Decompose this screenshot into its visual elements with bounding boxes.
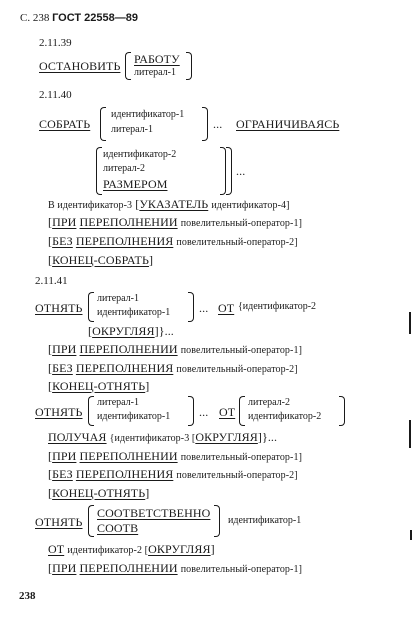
- right-brace: [186, 52, 192, 80]
- keyword-perepolnenii: ПЕРЕПОЛНЕНИИ: [79, 215, 178, 229]
- option-literal: литерал-1: [134, 67, 176, 78]
- left-brace: [96, 147, 102, 195]
- keyword-okruglyaya: ОКРУГЛЯЯ: [148, 542, 211, 556]
- section-number: 2.11.41: [35, 275, 68, 287]
- left-brace: [88, 505, 94, 537]
- running-header: [20, 13, 138, 24]
- operand-identifier: идентификатор-1: [97, 411, 171, 422]
- keyword-okruglyaya: ОКРУГЛЯЯ: [92, 324, 155, 338]
- clause-text: {идентификатор-3 [: [109, 433, 196, 444]
- keyword-pri: ПРИ: [52, 215, 77, 229]
- clause-line: [БЕЗ ПЕРЕПОЛНЕНИЯ повелительный-оператор-2]: [48, 234, 298, 248]
- keyword-ot: ОТ: [219, 405, 236, 419]
- clause-text: повелительный-оператор-1]: [180, 345, 302, 356]
- section-number: 2.11.40: [39, 89, 72, 101]
- keyword-perepolneniya: ПЕРЕПОЛНЕНИЯ: [75, 234, 174, 248]
- option-rabotu: РАБОТУ: [134, 52, 180, 66]
- keyword-otnyat: ОТНЯТЬ: [35, 405, 83, 419]
- clause-text: идентификатор-4]: [211, 200, 290, 211]
- keyword-sootv: СООТВ: [97, 521, 139, 535]
- keyword-okruglyaya: ОКРУГЛЯЯ: [195, 430, 258, 444]
- keyword-otnyat: ОТНЯТЬ: [35, 301, 83, 315]
- ellipsis: ...: [236, 164, 246, 178]
- clause-line: [ОКРУГЛЯЯ]}...: [88, 324, 174, 338]
- left-brace: [88, 396, 94, 426]
- clause-line: ОТ идентификатор-2 [ОКРУГЛЯЯ]: [48, 542, 215, 556]
- keyword-perepolnenii: ПЕРЕПОЛНЕНИИ: [79, 449, 178, 463]
- clause-line: [ПРИ ПЕРЕПОЛНЕНИИ повелительный-оператор-1]: [48, 449, 302, 463]
- right-brace: [214, 505, 220, 537]
- keyword-ot: ОТ: [218, 301, 235, 315]
- operand-literal: литерал-1: [111, 124, 153, 135]
- clause-line: [БЕЗ ПЕРЕПОЛНЕНИЯ повелительный-оператор-2]: [48, 467, 298, 481]
- keyword-bez: БЕЗ: [52, 467, 73, 481]
- left-brace: [88, 292, 94, 322]
- keyword-ot: ОТ: [48, 542, 65, 556]
- clause-text: повелительный-оператор-2]: [176, 237, 298, 248]
- header-standard: ГОСТ 22558—89: [52, 12, 139, 24]
- header-page-prefix: С. 238: [20, 12, 50, 24]
- left-brace: [100, 107, 106, 141]
- clause-line: [ПРИ ПЕРЕПОЛНЕНИИ повелительный-оператор-1]: [48, 342, 302, 356]
- operand-identifier: идентификатор-1: [111, 109, 185, 120]
- clause-text: повелительный-оператор-1]: [180, 218, 302, 229]
- right-brace: [339, 396, 345, 426]
- keyword-sootvetstvenno: СООТВЕТСТВЕННО: [97, 506, 211, 520]
- keyword-ukazatel: УКАЗАТЕЛЬ: [139, 197, 209, 211]
- clause-line: [БЕЗ ПЕРЕПОЛНЕНИЯ повелительный-оператор-2]: [48, 361, 298, 375]
- left-brace: [125, 52, 131, 80]
- clause-line: [ПРИ ПЕРЕПОЛНЕНИИ повелительный-оператор-1]: [48, 215, 302, 229]
- scan-edge-mark: [409, 420, 411, 448]
- clause-text: {идентификатор-2: [238, 301, 317, 312]
- operand-literal: литерал-2: [103, 163, 145, 174]
- keyword-konec-otnyat: КОНЕЦ-ОТНЯТЬ: [52, 486, 146, 500]
- operand-identifier: идентификатор-2: [248, 411, 322, 422]
- right-brace: [188, 292, 194, 322]
- clause-line: ПОЛУЧАЯ {идентификатор-3 [ОКРУГЛЯЯ]}...: [48, 430, 278, 444]
- keyword-sobrat: СОБРАТЬ: [39, 117, 91, 131]
- clause-text: повелительный-оператор-1]: [180, 452, 302, 463]
- keyword-otnyat: ОТНЯТЬ: [35, 515, 83, 529]
- clause-text: идентификатор-2 [: [67, 545, 149, 556]
- right-brace: [202, 107, 208, 141]
- clause-line: [КОНЕЦ-СОБРАТЬ]: [48, 253, 154, 267]
- scan-edge-mark: [409, 312, 411, 334]
- keyword-bez: БЕЗ: [52, 234, 73, 248]
- keyword-perepolneniya: ПЕРЕПОЛНЕНИЯ: [75, 361, 174, 375]
- keyword-poluchaya: ПОЛУЧАЯ: [48, 430, 107, 444]
- clause-line: [КОНЕЦ-ОТНЯТЬ]: [48, 486, 150, 500]
- keyword-perepolnenii: ПЕРЕПОЛНЕНИИ: [79, 342, 178, 356]
- keyword-bez: БЕЗ: [52, 361, 73, 375]
- section-number: 2.11.39: [39, 37, 72, 49]
- left-brace: [239, 396, 245, 426]
- page-number: 238: [19, 590, 36, 602]
- scan-edge-mark: [410, 530, 412, 540]
- operand-literal: литерал-2: [248, 397, 290, 408]
- operand-literal: литерал-1: [97, 293, 139, 304]
- keyword-konec-sobrat: КОНЕЦ-СОБРАТЬ: [52, 253, 149, 267]
- keyword-pri: ПРИ: [52, 449, 77, 463]
- clause-text: идентификатор-1: [228, 515, 302, 526]
- right-brace: [226, 147, 232, 195]
- clause-line: [КОНЕЦ-ОТНЯТЬ]: [48, 379, 150, 393]
- keyword-perepolnenii: ПЕРЕПОЛНЕНИИ: [79, 561, 178, 575]
- operand-literal: литерал-1: [97, 397, 139, 408]
- keyword-ogranichivayas: ОГРАНИЧИВАЯСЬ: [236, 117, 340, 131]
- clause-text: В идентификатор-3: [48, 200, 133, 211]
- keyword-pri: ПРИ: [52, 561, 77, 575]
- ellipsis: ...: [199, 301, 209, 315]
- keyword-konec-otnyat: КОНЕЦ-ОТНЯТЬ: [52, 379, 146, 393]
- operand-identifier: идентификатор-2: [103, 149, 177, 160]
- clause-text: повелительный-оператор-2]: [176, 364, 298, 375]
- operand-identifier: идентификатор-1: [97, 307, 171, 318]
- keyword-perepolneniya: ПЕРЕПОЛНЕНИЯ: [75, 467, 174, 481]
- keyword-razmerom: РАЗМЕРОМ: [103, 177, 168, 191]
- clause-text: повелительный-оператор-2]: [176, 470, 298, 481]
- clause-text: повелительный-оператор-1]: [180, 564, 302, 575]
- ellipsis: ...: [199, 405, 209, 419]
- keyword-ostanovit: ОСТАНОВИТЬ: [39, 59, 121, 73]
- clause-line: [ПРИ ПЕРЕПОЛНЕНИИ повелительный-оператор-1]: [48, 561, 302, 575]
- right-brace: [188, 396, 194, 426]
- keyword-pri: ПРИ: [52, 342, 77, 356]
- ellipsis: ...: [213, 117, 223, 131]
- clause-line: В идентификатор-3 [УКАЗАТЕЛЬ идентификатор-4]: [48, 197, 290, 211]
